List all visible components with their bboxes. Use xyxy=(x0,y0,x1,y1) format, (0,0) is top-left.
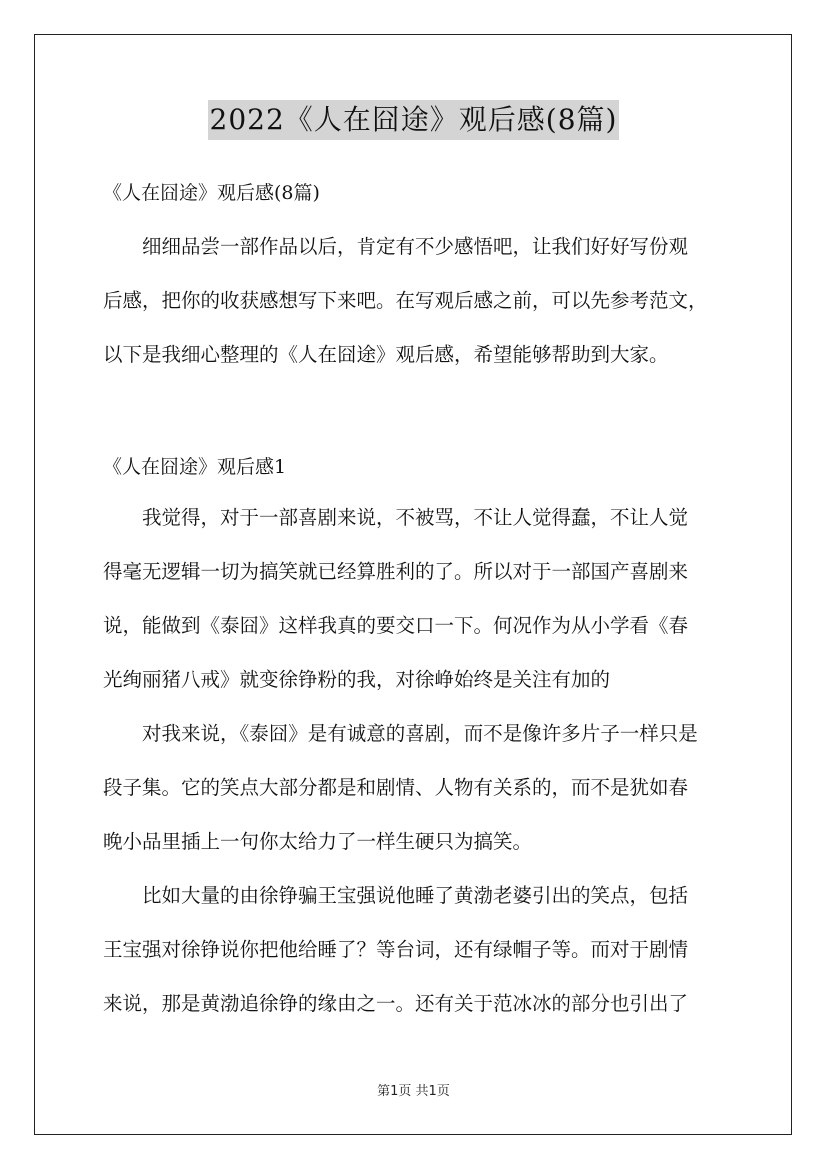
paragraph-line: 晚小品里插上一句你太给力了一样生硬只为搞笑。 xyxy=(103,830,533,853)
intro-paragraph xyxy=(103,220,730,382)
paragraph-line: 段子集。它的笑点大部分都是和剧情、人物有关系的，而不是犹如春 xyxy=(103,776,689,799)
paragraph-line: 得毫无逻辑一切为搞笑就已经算胜利的了。所以对于一部国产喜剧来 xyxy=(103,560,689,583)
body-paragraph-1 xyxy=(103,491,730,707)
paragraph-line: 王宝强对徐铮说你把他给睡了？等台词，还有绿帽子等。而对于剧情 xyxy=(103,938,689,961)
paragraph-line: 说，能做到《泰囧》这样我真的要交口一下。何况作为从小学看《春 xyxy=(103,614,689,637)
body-paragraph-2 xyxy=(103,707,730,869)
section-heading: 《人在囧途》观后感1 xyxy=(103,456,287,478)
title-wrap xyxy=(0,100,827,140)
intro-line: 以下是我细心整理的《人在囧途》观后感，希望能够帮助到大家。 xyxy=(103,343,669,366)
body-paragraph-3 xyxy=(103,869,730,1031)
intro-line: 细细品尝一部作品以后，肯定有不少感悟吧，让我们好好写份观 xyxy=(142,235,689,258)
paragraph-line: 对我来说，《泰囧》是有诚意的喜剧，而不是像许多片子一样只是 xyxy=(142,722,698,745)
paragraph-line: 来说，那是黄渤追徐铮的缘由之一。还有关于范冰冰的部分也引出了 xyxy=(103,992,689,1015)
document-title: 2022《人在囧途》观后感(8篇) xyxy=(208,100,620,140)
intro-line: 后感，把你的收获感想写下来吧。在写观后感之前，可以先参考范文， xyxy=(103,289,708,312)
page-footer: 第1页 共1页 xyxy=(377,1084,450,1099)
paragraph-line: 比如大量的由徐铮骗王宝强说他睡了黄渤老婆引出的笑点，包括 xyxy=(142,884,689,907)
paragraph-line: 光绚丽猪八戒》就变徐铮粉的我，对徐峥始终是关注有加的 xyxy=(103,668,611,691)
document-subtitle: 《人在囧途》观后感(8篇) xyxy=(103,182,320,204)
paragraph-line: 我觉得，对于一部喜剧来说，不被骂，不让人觉得蠢，不让人觉 xyxy=(142,506,689,529)
